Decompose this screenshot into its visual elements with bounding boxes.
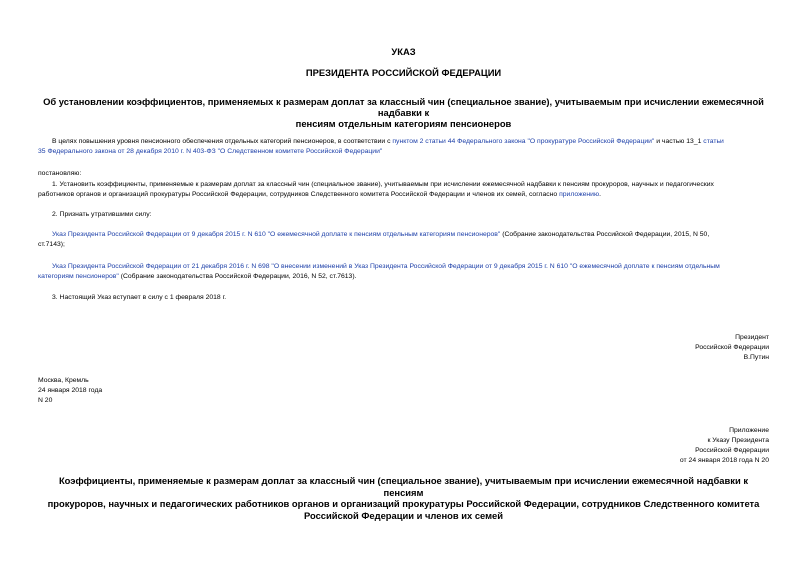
appendix-title-line2: прокуроров, научных и педагогических работников органов и организаций прокуратуры Российской Федерации, сотрудников Следственного комитета	[47, 498, 760, 509]
repealed-decree-1-source-line2: ст.7143);	[38, 241, 65, 248]
signature-country: Российской Федерации	[695, 344, 769, 351]
date: 24 января 2018 года	[38, 387, 103, 394]
preamble-paragraph	[38, 137, 770, 157]
decree-word: постановляю:	[38, 170, 82, 177]
item-1-text-line2: работников органов и организаций прокуратуры Российской Федерации, сотрудников Следственного комитета Российской Федерации и членов их семей, согласно	[38, 191, 560, 198]
repealed-decree-1-link[interactable]: Указ Президента Российской Федерации от 9 декабря 2015 г. N 610 "О ежемесячной доплате к пенсиям отдельным категориям пенсионеров"	[52, 231, 501, 238]
preamble-text2: и частью 13_1	[654, 138, 704, 145]
place-date-block	[38, 376, 102, 406]
signature-name: В.Путин	[743, 354, 769, 361]
appendix-ref-line3: Российской Федерации	[695, 447, 769, 454]
place: Москва, Кремль	[38, 377, 89, 384]
appendix-title	[40, 475, 767, 521]
appendix-ref-line1: Приложение	[729, 427, 769, 434]
prosecutor-law-link[interactable]: пунктом 2 статьи 44 Федерального закона "О прокуратуре Российской Федерации"	[392, 138, 655, 145]
preamble-text1: В целях повышения уровня пенсионного обеспечения отдельных категорий пенсионеров, в соответствии с	[52, 138, 393, 145]
decree-subject-line2: пенсиям отдельным категориям пенсионеров	[295, 118, 512, 129]
appendix-title-line1: Коэффициенты, применяемые к размерам доплат за классный чин (специальное звание), учитываемым при исчислении ежемесячной надбавки к пенсиям	[58, 475, 749, 498]
item-1-paragraph	[38, 180, 770, 200]
signature-block	[695, 333, 769, 363]
item-1-end: .	[599, 191, 601, 198]
decree-subject	[30, 96, 777, 129]
repealed-decree-2-source: (Собрание законодательства Российской Федерации, 2016, N 52, ст.7613).	[118, 273, 357, 280]
appendix-reference	[680, 426, 769, 466]
decree-heading: УКАЗ	[391, 46, 416, 57]
appendix-ref-line4: от 24 января 2018 года N 20	[679, 457, 769, 464]
appendix-ref-line2: к Указу Президента	[707, 437, 769, 444]
signature-title: Президент	[735, 334, 769, 341]
item-3-paragraph: 3. Настоящий Указ вступает в силу с 1 февраля 2018 г.	[52, 294, 227, 301]
item-2-paragraph: 2. Признать утратившими силу:	[52, 211, 152, 218]
appendix-title-line3: Российской Федерации и членов их семей	[303, 509, 504, 521]
appendix-link[interactable]: приложению	[559, 191, 600, 198]
investigative-committee-law-link-part2[interactable]: 35 Федерального закона от 28 декабря 2010 г. N 403-ФЗ "О Следственном комитете Российской Федерации"	[38, 148, 383, 155]
repealed-decree-2-link[interactable]: Указ Президента Российской Федерации от 21 декабря 2016 г. N 698 "О внесении изменений в Указ Президента Российской Федерации от 9 декабря 2015 г. N 610 "О ежемесячной доплате к пенсиям отдельным	[52, 263, 720, 270]
investigative-committee-law-link-part1[interactable]: статьи	[703, 138, 724, 145]
decree-subject-line1: Об установлении коэффициентов, применяемых к размерам доплат за классный чин (специальное звание), учитываемым при исчислении ежемесячной надбавки к	[43, 96, 764, 118]
repealed-decree-1-source: (Собрание законодательства Российской Федерации, 2015, N 50,	[500, 231, 710, 238]
repealed-decree-2	[38, 262, 770, 282]
item-1-text: 1. Установить коэффициенты, применяемые к размерам доплат за классный чин (специальное звание), учитываемым при исчислении ежемесячной надбавки к пенсиям прокуроров, научных и педагогических	[52, 181, 714, 188]
president-heading: ПРЕЗИДЕНТА РОССИЙСКОЙ ФЕДЕРАЦИИ	[305, 67, 502, 78]
repealed-decree-1	[38, 230, 770, 250]
repealed-decree-2-link-line2[interactable]: категориям пенсионеров"	[38, 273, 119, 280]
decree-number: N 20	[38, 397, 53, 404]
